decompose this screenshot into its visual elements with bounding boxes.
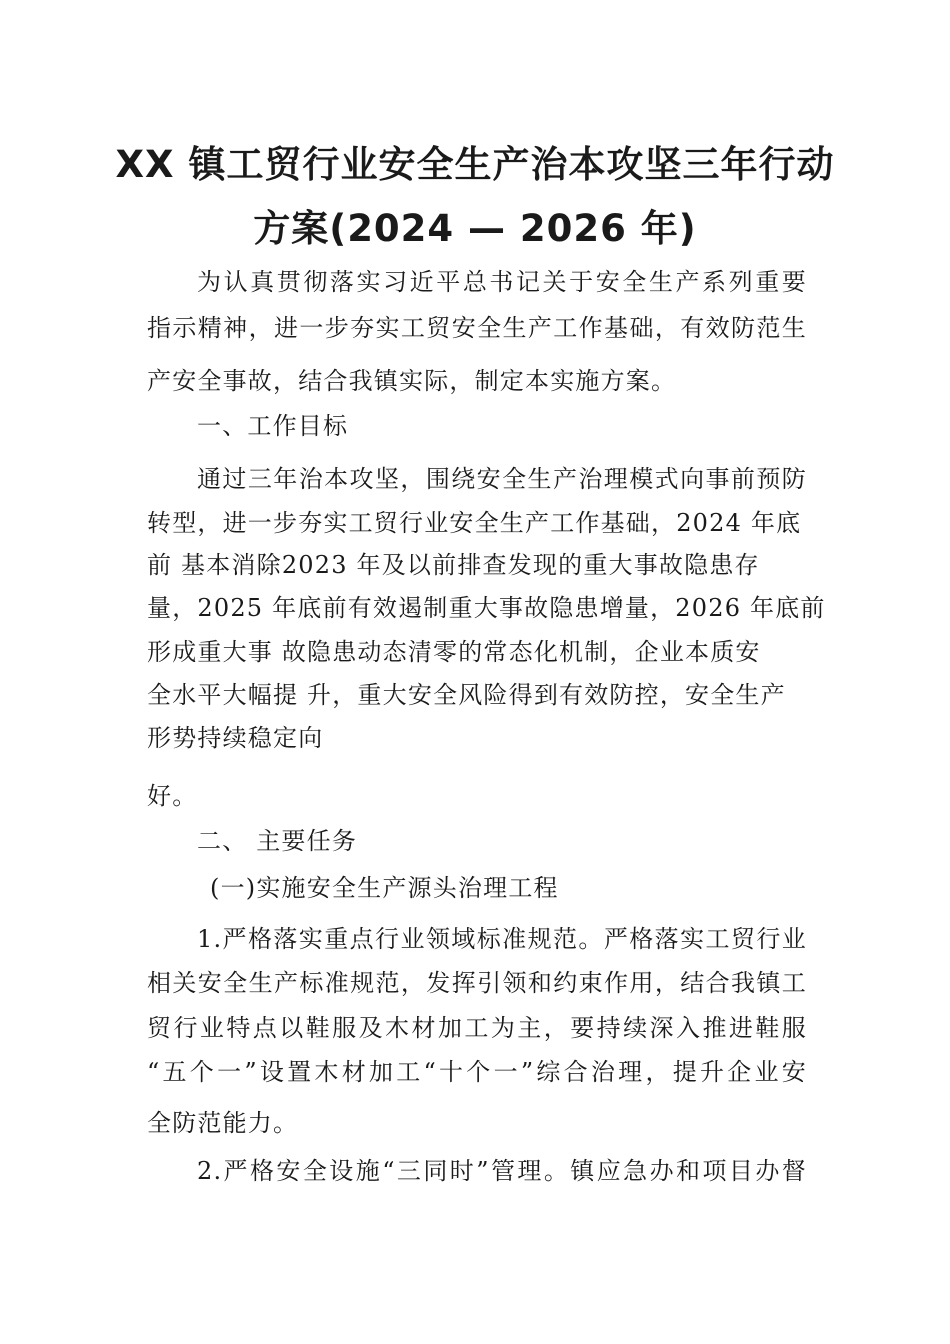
paragraph-item-1-line-3: 贸行业特点以鞋服及木材加工为主，要持续深入推进鞋服 xyxy=(147,1014,807,1042)
paragraph-item-1-line-4: “五个一”设置木材加工“十个一”综合治理，提升企业安 xyxy=(147,1058,807,1086)
section-heading-work-goals: 一、工作目标 xyxy=(197,412,349,440)
paragraph-goals-line-3: 前 基本消除2023 年及以前排查发现的重大事故隐患存 xyxy=(147,551,760,579)
paragraph-goals-line-7: 形势持续稳定向 xyxy=(147,724,324,752)
paragraph-goals-line-6: 全水平大幅提 升，重大安全风险得到有效防控，安全生产 xyxy=(147,681,786,709)
paragraph-intro-line-2: 指示精神，进一步夯实工贸安全生产工作基础，有效防范生 xyxy=(147,314,807,342)
paragraph-item-1-line-1: 1.严格落实重点行业领域标准规范。严格落实工贸行业 xyxy=(197,925,807,953)
paragraph-goals-line-8: 好。 xyxy=(147,782,198,810)
paragraph-goals-line-5: 形成重大事 故隐患动态清零的常态化机制，企业本质安 xyxy=(147,638,761,666)
section-heading-main-tasks: 二、 主要任务 xyxy=(197,827,358,855)
document-title-line-1: XX 镇工贸行业安全生产治本攻坚三年行动 xyxy=(115,143,835,186)
subsection-heading-source-governance: (一)实施安全生产源头治理工程 xyxy=(210,874,559,902)
paragraph-item-1-line-5: 全防范能力。 xyxy=(147,1109,299,1137)
paragraph-item-2-line-1: 2.严格安全设施“三同时”管理。镇应急办和项目办督 xyxy=(197,1157,807,1185)
paragraph-goals-line-1: 通过三年治本攻坚，围绕安全生产治理模式向事前预防 xyxy=(197,465,807,493)
paragraph-goals-line-2: 转型，进一步夯实工贸行业安全生产工作基础，2024 年底 xyxy=(147,509,802,537)
document-title-line-2: 方案(2024 — 2026 年) xyxy=(253,207,697,250)
paragraph-intro-line-1: 为认真贯彻落实习近平总书记关于安全生产系列重要 xyxy=(197,268,807,296)
paragraph-intro-line-3: 产安全事故，结合我镇实际，制定本实施方案。 xyxy=(147,367,677,395)
paragraph-item-1-line-2: 相关安全生产标准规范，发挥引领和约束作用，结合我镇工 xyxy=(147,969,807,997)
paragraph-goals-line-4: 量，2025 年底前有效遏制重大事故隐患增量，2026 年底前 xyxy=(147,594,826,622)
